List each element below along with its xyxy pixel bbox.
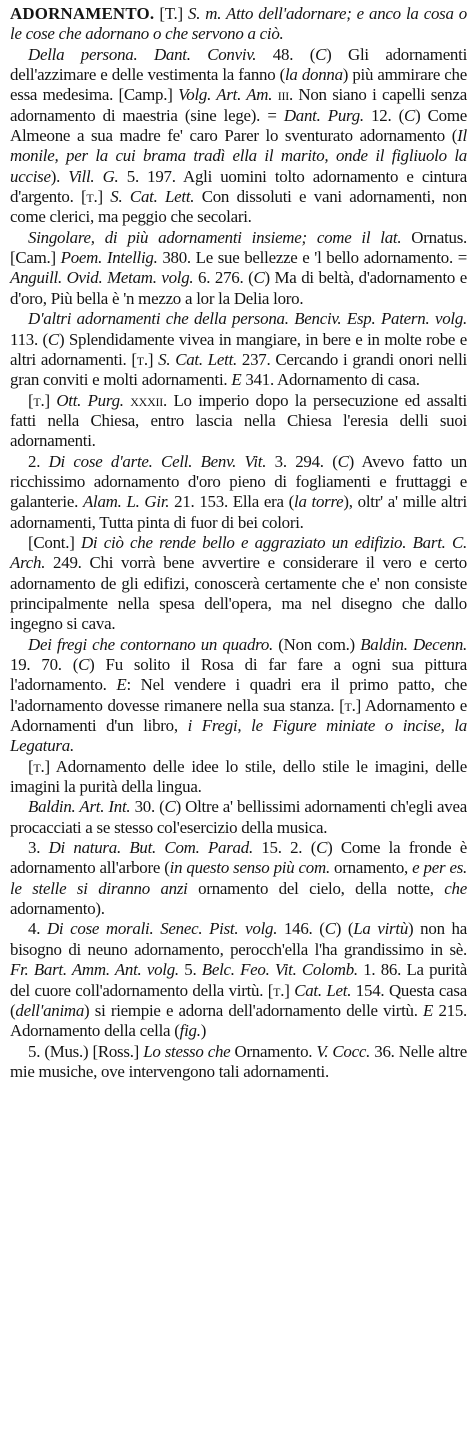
text-run: .] Adornamento e Adornamenti d'un libro, [10, 695, 467, 736]
text-run: C [164, 797, 176, 817]
text-run: ) si riempie e adorna dell'adornamento delle virtù. [84, 1000, 424, 1020]
text-run: 5. [178, 960, 202, 980]
text-run: C [253, 268, 265, 288]
text-run: t [33, 390, 41, 410]
text-run: C [47, 329, 59, 349]
text-run: 380. Le sue bellezze e 'l bello adornamento. = [157, 248, 467, 268]
text-run: 249. Chi vorrà bene avvertire e considerare il vero e certo adornamento de gli edifizi, conoscerà certamente che e' non consiste principalmente nella spesa dell'opera, ma nel disegno che dallo ingegno si cava. [10, 553, 467, 634]
text-run: C [78, 655, 90, 674]
text-run: ) non ha bisogno di neuno adornamento, perocch'ella l'ha grandissimo in sè. [10, 919, 467, 959]
text-run: ornamento del cielo, della notte, [187, 878, 445, 898]
text-run: Baldin. Decenn. [360, 634, 468, 654]
text-run: adornamento). [10, 899, 105, 919]
sense-2-cose-arte-paragraph [10, 452, 467, 533]
text-run: C [337, 451, 349, 471]
text-run: ) più ammirare che essa medesima. [Camp.] [10, 65, 467, 105]
text-run: t [273, 980, 281, 1000]
sense-altri-adornamenti-paragraph [10, 309, 467, 390]
text-run: D'altri adornamenti che della persona. Benciv. Esp. Patern. volg. [28, 309, 467, 329]
text-run: iii [277, 85, 289, 105]
sense-idee-stile-paragraph [10, 757, 467, 798]
text-run: la donna [284, 65, 343, 85]
text-run: 3. [28, 838, 49, 858]
text-run: 1. 86. La purità del cuore coll'adornamento della virtù. [ [10, 960, 467, 1000]
text-run: Singolare, di più adornamenti insieme; come il lat. [28, 227, 402, 247]
sense-singolare-paragraph [10, 228, 467, 309]
sense-della-persona-paragraph [10, 45, 467, 228]
text-run: ), oltr' a' mille altri adornamenti, Tutta pinta di fuor di bei colori. [10, 492, 467, 532]
text-run: : Nel vendere i quadri era il primo patto, che l'adornamento dovesse rimanere nella sua stanza. [ [10, 675, 467, 715]
text-run: [Cont.] [28, 532, 81, 552]
entry-adornamento [10, 4, 467, 1082]
text-run: C [324, 919, 336, 939]
text-run: t [33, 756, 41, 776]
text-run: Poem. Intellig. [60, 248, 158, 268]
text-run: 5. 197. Agli uomini tolto adornamento e cintura d'argento. [ [10, 166, 468, 207]
text-run: . Lo imperio dopo la persecuzione ed assalti fatti nella Chiesa, entro lascia nella Chiesa l'eresia delli suoi adornamenti. [10, 390, 467, 451]
text-run: 5. (Mus.) [Ross.] [28, 1041, 144, 1061]
text-run: ) Come Almeone a sua madre fe' caro Parer lo sventurato adornamento ( [10, 105, 467, 146]
text-run: .] Adornamento delle idee lo stile, dello stile le imagini, delle imagini la purità della lingua. [10, 756, 467, 797]
text-run: Belc. Feo. Vit. Colomb. [201, 960, 358, 980]
headword: ADORNAMENTO. [10, 4, 155, 23]
text-run: E [116, 675, 127, 695]
text-run: Alam. L. Gir. [82, 492, 170, 512]
text-run: S. Cat. Lett. [110, 187, 195, 207]
text-run: ornamento, [329, 858, 413, 878]
text-run: Baldin. Art. Int. [28, 797, 131, 817]
text-run: 36. Nelle altre mie musiche, ove intervengono tali adornamenti. [10, 1041, 468, 1081]
text-run: Con dissoluti e vani adornamenti, non come clerici, ma peggio che secolari. [10, 187, 467, 227]
text-run: i Fregi, le Figure miniate o incise, la Legatura. [10, 716, 467, 756]
text-run: ) Fu solito il Rosa di far fare a ogni sua pittura l'adornamento. [10, 655, 468, 695]
text-run: t [136, 349, 144, 369]
text-run: la torre [294, 492, 344, 512]
text-run: 4. [28, 919, 47, 939]
text-run: .] [143, 349, 159, 369]
text-run: Volg. Art. Am. [178, 85, 273, 105]
text-run: dell'anima [15, 1000, 85, 1020]
text-run: 12. ( [363, 105, 405, 125]
text-run: . Non siano i capelli senza adornamento di maestria (sine lege). = [10, 85, 467, 125]
text-run: S. m. Atto dell'adornare; e anco la cosa o le cose che adornano o che servono a ciò. [10, 4, 467, 44]
entry-definition-paragraph [10, 4, 467, 45]
text-run: 215. Adornamento della cella ( [10, 1000, 468, 1041]
sense-5-musica-paragraph [10, 1042, 467, 1083]
text-run: Fr. Bart. Amm. Ant. volg. [10, 960, 179, 980]
text-run: Ornatus. [Cam.] [10, 227, 468, 268]
text-run: C [404, 105, 416, 125]
text-run: Il monile, per la cui brama tradì ella il marito, onde il figliuolo la uccise [10, 126, 467, 186]
text-run: Della persona. Dant. Conviv. [28, 44, 257, 64]
text-run: V. Cocc. [316, 1041, 371, 1061]
text-run: .] [93, 187, 111, 207]
text-run: Di natura. But. Com. Parad. [48, 838, 253, 858]
text-run: La virtù [353, 919, 409, 939]
citation-baldin-art-paragraph [10, 797, 467, 838]
sense-4-cose-morali-paragraph [10, 919, 467, 1041]
text-run: fig. [179, 1021, 201, 1041]
text-run: ) Gli adornamenti dell'azzimare e delle vestimenta la fanno ( [10, 44, 468, 85]
text-run: Ornamento. [230, 1041, 317, 1061]
text-run: ) ( [335, 919, 354, 939]
text-run: [T.] [154, 4, 189, 23]
text-run: Cat. Let. [294, 980, 352, 1000]
text-run: xxxii [130, 390, 163, 410]
text-run: 6. 276. ( [193, 268, 254, 288]
text-run: C [315, 44, 327, 64]
text-run: Dei fregi che contornano un quadro. [28, 634, 274, 654]
text-run: e per es. le stelle si diranno anzi [10, 858, 467, 898]
text-run: ) Avevo fatto un ricchissimo adornamento d'oro pieno di fogliamenti e fruttaggi e galanterie. [10, 451, 467, 512]
text-run: 237. Cercando i grandi onori nelli gran conviti e molti adornamenti. [10, 349, 467, 390]
text-run: 15. 2. ( [252, 838, 317, 858]
citation-ott-purg-paragraph [10, 391, 467, 452]
text-run: in questo senso più com. [169, 858, 330, 878]
text-run: Di cose morali. Senec. Pist. volg. [46, 919, 278, 939]
text-run: 113. ( [10, 329, 48, 349]
text-run: (Non com.) [273, 634, 361, 654]
text-run: .] [40, 390, 57, 410]
text-run: Dant. Purg. [283, 105, 364, 125]
text-run: C [316, 838, 328, 858]
text-run: E [423, 1000, 434, 1020]
text-run: 341. Adornamento di casa. [241, 370, 420, 390]
text-run: ) [200, 1021, 207, 1041]
text-run: ) Oltre a' bellissimi adornamenti ch'egli avea procacciati a se stesso col'esercizio della musica. [10, 797, 467, 837]
text-run: [ [28, 756, 34, 776]
sense-3-natura-paragraph [10, 838, 467, 919]
text-run: t [86, 187, 94, 207]
text-run: ) Come la fronde è adornamento all'arbore ( [10, 838, 468, 878]
text-run: che [444, 878, 467, 898]
text-run: 21. 153. Ella era ( [169, 492, 294, 512]
text-run: Ott. Purg. [56, 390, 124, 410]
text-run: Lo stesso che [143, 1041, 231, 1061]
text-run: ). [50, 166, 69, 186]
text-run: 3. 294. ( [266, 451, 338, 471]
text-run: 154. Questa casa ( [10, 980, 467, 1020]
text-run: t [344, 695, 352, 715]
text-run: 30. ( [130, 797, 165, 817]
text-run: 19. 70. ( [10, 655, 79, 674]
text-run: .] [280, 980, 295, 1000]
text-run: ) Splendidamente vivea in mangiare, in bere e in molte robe e altri adornamenti. [ [10, 329, 467, 369]
text-run: ) Ma di beltà, d'adornamento e d'oro, Più bella è 'n mezzo a lor la Delia loro. [10, 268, 467, 308]
text-run: E [231, 370, 242, 390]
text-run: 48. ( [256, 44, 316, 64]
text-run: 146. ( [277, 919, 325, 939]
text-run: Di ciò che rende bello e aggraziato un edifizio. Bart. C. Arch. [10, 532, 467, 573]
text-run: Vill. G. [68, 166, 119, 186]
text-run: [ [28, 390, 34, 410]
text-run: S. Cat. Lett. [158, 349, 237, 369]
sense-edifizio-paragraph [10, 533, 467, 635]
text-run: 2. [28, 451, 49, 471]
sense-fregi-quadro-paragraph [10, 635, 467, 757]
text-run: Di cose d'arte. Cell. Benv. Vit. [48, 451, 267, 471]
text-run: Anguill. Ovid. Metam. volg. [10, 268, 194, 288]
